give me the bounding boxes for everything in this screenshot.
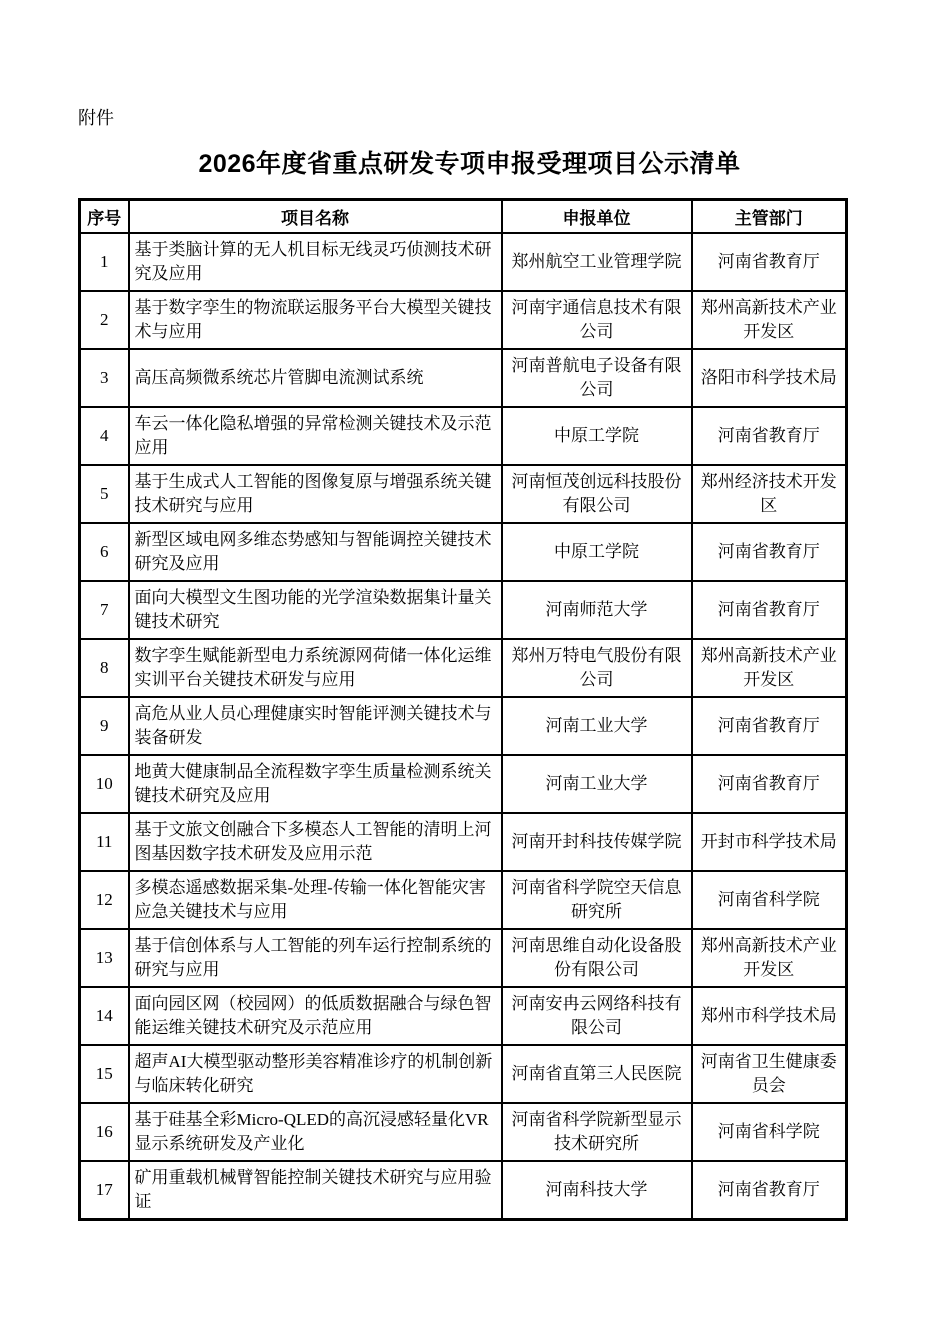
header-cell-department: 主管部门 [692,200,847,234]
cell-no: 9 [80,697,129,755]
cell-no: 15 [80,1045,129,1103]
cell-applicant: 河南省科学院新型显示技术研究所 [502,1103,692,1161]
cell-department: 郑州高新技术产业开发区 [692,291,847,349]
cell-project: 地黄大健康制品全流程数字孪生质量检测系统关键技术研究及应用 [129,755,502,813]
cell-no: 4 [80,407,129,465]
header-cell-no: 序号 [80,200,129,234]
cell-applicant: 河南宇通信息技术有限公司 [502,291,692,349]
cell-department: 河南省教育厅 [692,407,847,465]
attachment-label: 附件 [78,108,114,128]
cell-project: 数字孪生赋能新型电力系统源网荷储一体化运维实训平台关键技术研发与应用 [129,639,502,697]
cell-department: 郑州高新技术产业开发区 [692,929,847,987]
table-body [80,233,847,1220]
cell-project: 高危从业人员心理健康实时智能评测关键技术与装备研发 [129,697,502,755]
cell-applicant: 河南恒茂创远科技股份有限公司 [502,465,692,523]
cell-no: 7 [80,581,129,639]
cell-project: 面向大模型文生图功能的光学渲染数据集计量关键技术研究 [129,581,502,639]
page-title: 2026年度省重点研发专项申报受理项目公示清单 [198,150,741,178]
cell-applicant: 河南科技大学 [502,1161,692,1220]
cell-department: 河南省卫生健康委员会 [692,1045,847,1103]
cell-project: 车云一体化隐私增强的异常检测关键技术及示范应用 [129,407,502,465]
cell-no: 5 [80,465,129,523]
cell-project: 基于生成式人工智能的图像复原与增强系统关键技术研究与应用 [129,465,502,523]
cell-applicant: 河南省直第三人民医院 [502,1045,692,1103]
cell-no: 2 [80,291,129,349]
table-row [80,523,847,581]
cell-department: 开封市科学技术局 [692,813,847,871]
cell-project: 矿用重载机械臂智能控制关键技术研究与应用验证 [129,1161,502,1220]
projects-table [78,198,848,1221]
cell-department: 河南省教育厅 [692,233,847,291]
cell-project: 基于类脑计算的无人机目标无线灵巧侦测技术研究及应用 [129,233,502,291]
table-row [80,349,847,407]
cell-applicant: 郑州万特电气股份有限公司 [502,639,692,697]
cell-no: 8 [80,639,129,697]
cell-project: 高压高频微系统芯片管脚电流测试系统 [129,349,502,407]
cell-department: 河南省教育厅 [692,523,847,581]
cell-project: 基于文旅文创融合下多模态人工智能的清明上河图基因数字技术研发及应用示范 [129,813,502,871]
cell-no: 16 [80,1103,129,1161]
table-row [80,813,847,871]
table-row [80,871,847,929]
cell-applicant: 河南工业大学 [502,755,692,813]
cell-applicant: 中原工学院 [502,523,692,581]
cell-applicant: 河南思维自动化设备股份有限公司 [502,929,692,987]
cell-department: 河南省教育厅 [692,1161,847,1220]
table-row [80,987,847,1045]
cell-department: 河南省教育厅 [692,755,847,813]
cell-department: 郑州市科学技术局 [692,987,847,1045]
cell-no: 13 [80,929,129,987]
table-row [80,1045,847,1103]
cell-department: 郑州经济技术开发区 [692,465,847,523]
cell-department: 河南省教育厅 [692,697,847,755]
cell-applicant: 河南普航电子设备有限公司 [502,349,692,407]
cell-no: 11 [80,813,129,871]
cell-department: 洛阳市科学技术局 [692,349,847,407]
table-row [80,639,847,697]
table-row [80,929,847,987]
table-row [80,755,847,813]
table-header-row [80,200,847,234]
header-cell-applicant: 申报单位 [502,200,692,234]
table-row [80,291,847,349]
cell-project: 基于信创体系与人工智能的列车运行控制系统的研究与应用 [129,929,502,987]
cell-applicant: 郑州航空工业管理学院 [502,233,692,291]
cell-department: 郑州高新技术产业开发区 [692,639,847,697]
cell-project: 面向园区网（校园网）的低质数据融合与绿色智能运维关键技术研究及示范应用 [129,987,502,1045]
cell-no: 12 [80,871,129,929]
cell-no: 14 [80,987,129,1045]
cell-applicant: 河南开封科技传媒学院 [502,813,692,871]
cell-project: 基于硅基全彩Micro-QLED的高沉浸感轻量化VR显示系统研发及产业化 [129,1103,502,1161]
table-row [80,697,847,755]
cell-project: 基于数字孪生的物流联运服务平台大模型关键技术与应用 [129,291,502,349]
table-row [80,465,847,523]
table-row [80,1103,847,1161]
cell-department: 河南省教育厅 [692,581,847,639]
cell-no: 10 [80,755,129,813]
cell-project: 超声AI大模型驱动整形美容精准诊疗的机制创新与临床转化研究 [129,1045,502,1103]
cell-applicant: 中原工学院 [502,407,692,465]
cell-applicant: 河南安冉云网络科技有限公司 [502,987,692,1045]
cell-department: 河南省科学院 [692,1103,847,1161]
table-row [80,407,847,465]
cell-project: 多模态遥感数据采集-处理-传输一体化智能灾害应急关键技术与应用 [129,871,502,929]
cell-applicant: 河南师范大学 [502,581,692,639]
cell-applicant: 河南工业大学 [502,697,692,755]
table-row [80,1161,847,1220]
table-row [80,581,847,639]
cell-department: 河南省科学院 [692,871,847,929]
table-row [80,233,847,291]
cell-no: 17 [80,1161,129,1220]
header-cell-project: 项目名称 [129,200,502,234]
cell-no: 1 [80,233,129,291]
cell-no: 6 [80,523,129,581]
cell-no: 3 [80,349,129,407]
cell-applicant: 河南省科学院空天信息研究所 [502,871,692,929]
cell-project: 新型区域电网多维态势感知与智能调控关键技术研究及应用 [129,523,502,581]
